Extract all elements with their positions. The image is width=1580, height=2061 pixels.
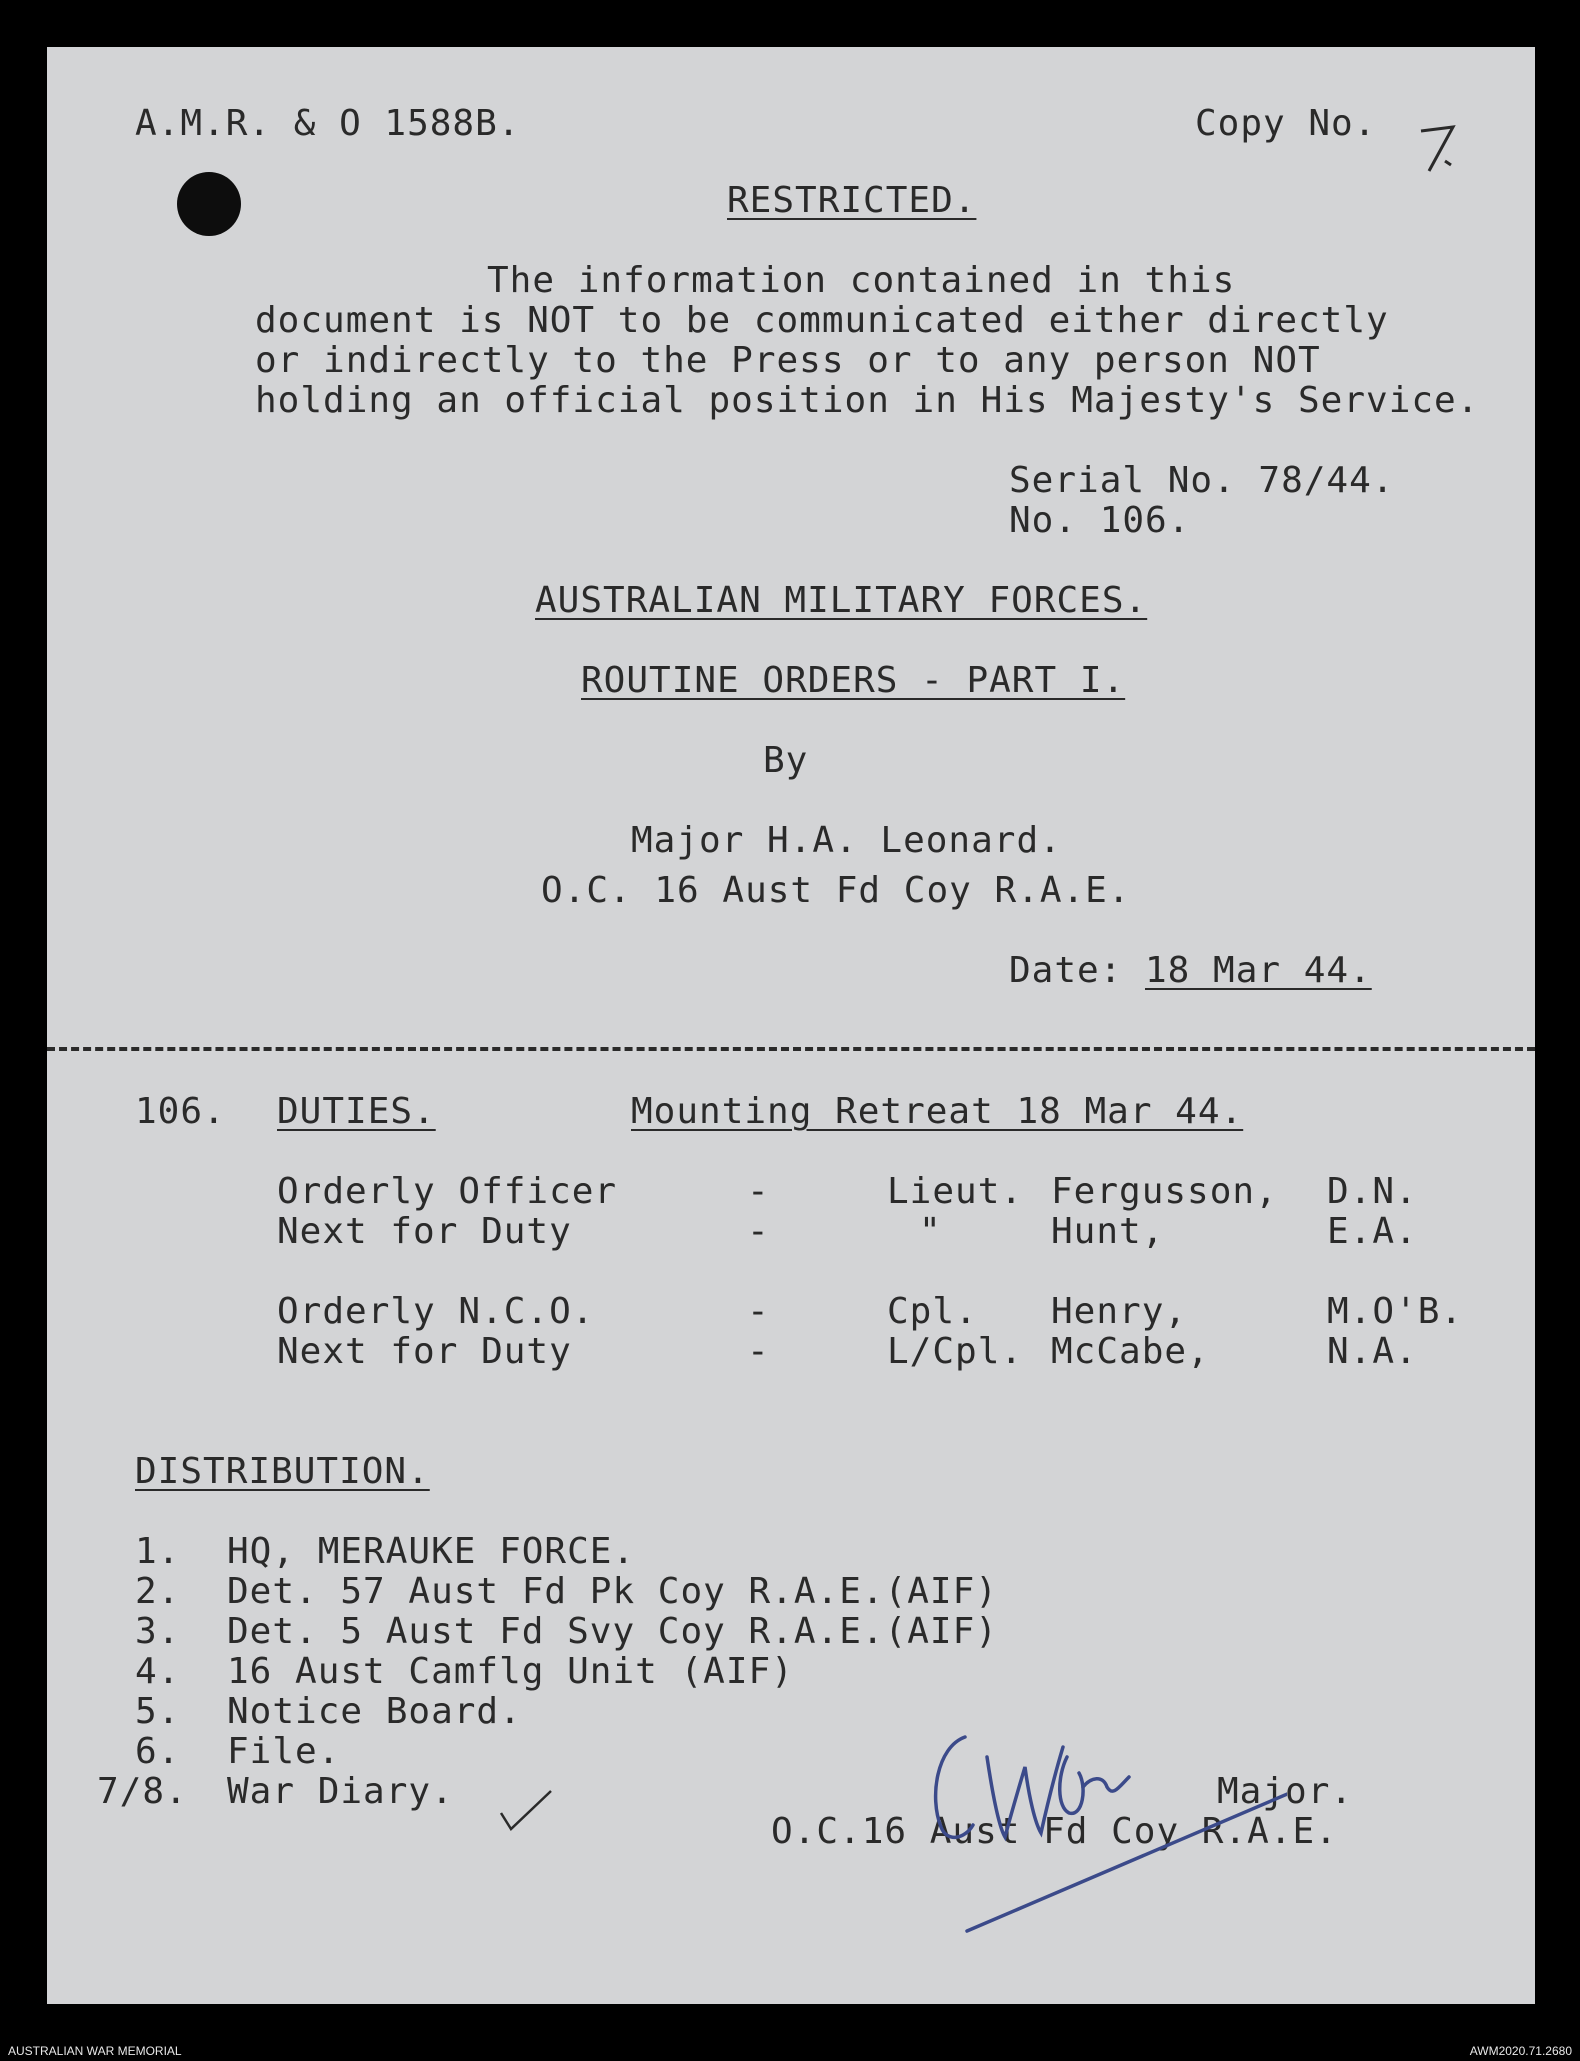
notice-line-4: holding an official position in His Majesty's Service. [255, 380, 1480, 421]
duties-number: 106. [135, 1091, 226, 1132]
signatory-unit: O.C.16 Aust Fd Coy R.A.E. [771, 1811, 1338, 1852]
distribution-item: Det. 5 Aust Fd Svy Coy R.A.E.(AIF) [227, 1611, 998, 1652]
distribution-item: Det. 57 Aust Fd Pk Coy R.A.E.(AIF) [227, 1571, 998, 1612]
distribution-item: Notice Board. [227, 1691, 522, 1732]
duty-initials: E.A. [1327, 1211, 1418, 1252]
distribution-item: War Diary. [227, 1771, 454, 1812]
signatory-rank: Major. [1217, 1771, 1354, 1812]
duty-dash: - [747, 1211, 770, 1252]
handwritten-tick-mark [497, 1787, 557, 1837]
handwritten-signature [907, 1717, 1287, 1947]
duty-rank: Lieut. [887, 1171, 1024, 1212]
distribution-item: 16 Aust Camflg Unit (AIF) [227, 1651, 794, 1692]
distribution-item: File. [227, 1731, 341, 1772]
reference-number: A.M.R. & O 1588B. [135, 103, 521, 144]
duty-name: Fergusson, [1051, 1171, 1278, 1212]
distribution-number: 4. [135, 1651, 181, 1692]
distribution-number: 2. [135, 1571, 181, 1612]
copy-label: Copy No. [1195, 103, 1377, 144]
distribution-number: 5. [135, 1691, 181, 1732]
duty-name: Henry, [1051, 1291, 1188, 1332]
duty-dash: - [747, 1291, 770, 1332]
duty-name: Hunt, [1051, 1211, 1165, 1252]
duty-role: Next for Duty [277, 1331, 572, 1372]
section-divider [47, 1047, 1535, 1051]
distribution-number: 6. [135, 1731, 181, 1772]
by-label: By [763, 740, 809, 781]
duty-dash: - [747, 1171, 770, 1212]
duty-name: McCabe, [1051, 1331, 1210, 1372]
notice-line-1: The information contained in this [487, 260, 1236, 301]
distribution-heading: DISTRIBUTION. [135, 1451, 430, 1492]
duty-role: Orderly N.C.O. [277, 1291, 595, 1332]
duty-role: Orderly Officer [277, 1171, 618, 1212]
date-label: Date: [1009, 950, 1123, 991]
notice-line-3: or indirectly to the Press or to any person NOT [255, 340, 1321, 381]
duty-role: Next for Duty [277, 1211, 572, 1252]
date-value: 18 Mar 44. [1145, 950, 1372, 991]
handwritten-copy-number [1415, 117, 1465, 177]
notice-line-2: document is NOT to be communicated either directly [255, 300, 1389, 341]
distribution-number: 1. [135, 1531, 181, 1572]
duty-initials: D.N. [1327, 1171, 1418, 1212]
issuing-unit: O.C. 16 Aust Fd Coy R.A.E. [541, 870, 1131, 911]
duty-rank: Cpl. [887, 1291, 978, 1332]
duty-dash: - [747, 1331, 770, 1372]
forces-title: AUSTRALIAN MILITARY FORCES. [535, 580, 1148, 621]
classification-heading: RESTRICTED. [727, 180, 977, 221]
archive-footer-left: AUSTRALIAN WAR MEMORIAL [8, 2044, 182, 2058]
duty-initials: M.O'B. [1327, 1291, 1464, 1332]
duty-rank: " [919, 1211, 942, 1252]
order-number: No. 106. [1009, 500, 1191, 541]
duty-rank: L/Cpl. [887, 1331, 1024, 1372]
mounting-retreat: Mounting Retreat 18 Mar 44. [631, 1091, 1244, 1132]
duties-heading: DUTIES. [277, 1091, 436, 1132]
orders-title: ROUTINE ORDERS - PART I. [581, 660, 1126, 701]
serial-number: Serial No. 78/44. [1009, 460, 1395, 501]
distribution-item: HQ, MERAUKE FORCE. [227, 1531, 636, 1572]
punch-hole [177, 172, 241, 236]
document-page [47, 47, 1535, 2004]
duty-initials: N.A. [1327, 1331, 1418, 1372]
issuing-officer: Major H.A. Leonard. [631, 820, 1062, 861]
distribution-number: 3. [135, 1611, 181, 1652]
distribution-number: 7/8. [97, 1771, 188, 1812]
archive-footer-right: AWM2020.71.2680 [1469, 2044, 1572, 2058]
